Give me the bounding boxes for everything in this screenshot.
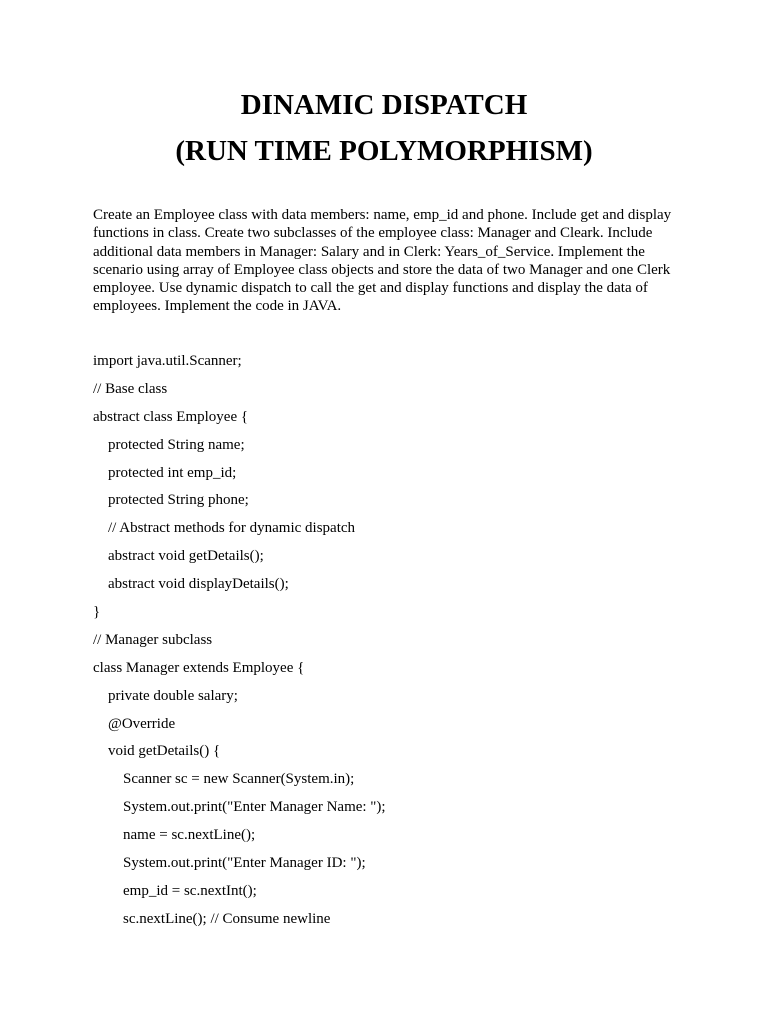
- code-line: // Manager subclass: [93, 631, 213, 648]
- code-listing: [93, 351, 713, 937]
- code-line: protected String phone;: [93, 492, 249, 509]
- document-title-line-2: (RUN TIME POLYMORPHISM): [175, 135, 593, 167]
- code-line: System.out.print("Enter Manager ID: ");: [93, 855, 366, 872]
- code-line: // Abstract methods for dynamic dispatch: [93, 520, 356, 537]
- code-line: protected int emp_id;: [93, 464, 237, 481]
- code-line: // Base class: [93, 380, 168, 397]
- code-line: class Manager extends Employee {: [93, 659, 305, 676]
- code-line: emp_id = sc.nextInt();: [93, 882, 257, 899]
- code-line: @Override: [93, 715, 176, 732]
- code-line: abstract class Employee {: [93, 408, 249, 425]
- code-line: abstract void getDetails();: [93, 548, 264, 565]
- code-line: name = sc.nextLine();: [93, 827, 256, 844]
- problem-statement: Create an Employee class with data members: name, emp_id and phone. Include get and display functions in class. Create two subclasses of the employee class: Manager and Cleark. Include additional data members in Manager: Salary and in Clerk: Years_of_Service. Implement the scenario using array of Employee class objects and store the data of two Manager and one Clerk employee. Use dynamic dispatch to call the get and display functions and display the data of employees. Implement the code in JAVA.: [93, 207, 672, 315]
- code-line: protected String name;: [93, 436, 245, 453]
- code-line: System.out.print("Enter Manager Name: ");: [93, 799, 386, 816]
- code-line: import java.util.Scanner;: [93, 353, 242, 369]
- code-line: void getDetails() {: [93, 743, 221, 760]
- code-line: sc.nextLine(); // Consume newline: [93, 910, 331, 927]
- code-line: abstract void displayDetails();: [93, 576, 289, 593]
- code-line: }: [93, 604, 101, 621]
- code-line: Scanner sc = new Scanner(System.in);: [93, 771, 355, 788]
- document-title-line-1: DINAMIC DISPATCH: [240, 89, 528, 121]
- code-line: private double salary;: [93, 687, 238, 704]
